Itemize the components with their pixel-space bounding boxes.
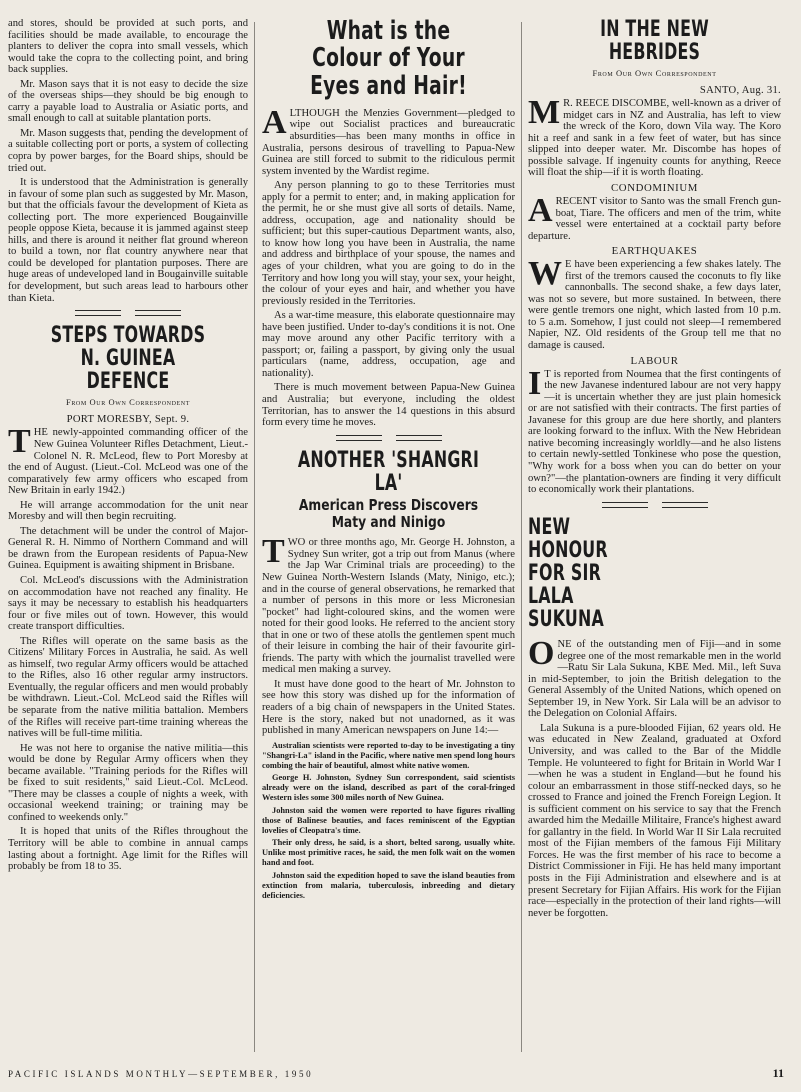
article-paragraph: Mr. Mason suggests that, pending the development of a suitable collecting port or ports, a system of collecting copra by power barges, for the Board ships, should be tried out. bbox=[8, 127, 248, 174]
article-paragraph: ARECENT visitor to Santo was the small French gun-boat, Tiare. The officers and men of the trim, white vessel were entertained at a cocktail party before departure. bbox=[528, 192, 781, 242]
quote-paragraph: Johnston said the women were reported to have figures rivalling those of Balinese beauties, and faces reminiscent of the Egyptian lovelies of Cleopatra's time. bbox=[262, 805, 515, 835]
subheadline: American Press Discovers Maty and Ninigo bbox=[298, 495, 479, 532]
page-number: 11 bbox=[772, 1066, 784, 1080]
article-paragraph: The Rifles will operate on the same basis as the Citizens' Military Forces in Australia, he said. As well as himself, two regular Army officers would be attached to the Rifles, also 16 other regular army instructors. Eventually, the regular officers and men would probably be withdrawn. Lieut.-Col. McLeod said the Rifles will be separate from the native militia battalion. Members of the Rifles will receive part-time training whereas the natives will be full-time militia. bbox=[8, 635, 248, 740]
drop-cap: A bbox=[528, 192, 553, 230]
drop-cap: A bbox=[262, 103, 287, 141]
article-paragraph: He was not here to organise the native militia—this would be done by Regular Army officers when they became available. "Training periods for the Rifles will be fixed to suit residents," said Lieut.-Col. McLeod. "There may be classes a couple of nights a week, with occasional weekend training; or training may be confined to weekends only." bbox=[8, 742, 248, 823]
dateline: PORT MORESBY, Sept. 9. bbox=[66, 414, 190, 426]
article-paragraph: It is understood that the Administration is generally in favour of some plan such as suggested by Mr. Mason, but that the officials favour the development of Kieta as collecting port. The more experienced Bougainville people oppose Kieta, because it is jammed against steep hills, and there is around it neither flat ground whereon to build a town, nor flat country anywhere near that could be developed for plantation purposes. There are huge areas of undeveloped land in Bougainville suitable for development, but such areas lead to harbours other than Kieta. bbox=[8, 177, 248, 304]
quote-paragraph: Johnston said the expedition hoped to save the island beauties from extinction from malaria, tuberculosis, inbreeding and dietary deficiencies. bbox=[262, 870, 515, 900]
page-footer bbox=[8, 1066, 784, 1081]
dateline: SANTO, Aug. 31. bbox=[699, 85, 781, 97]
footer-masthead: PACIFIC ISLANDS MONTHLY—SEPTEMBER, 1950 bbox=[8, 1069, 314, 1079]
article-paragraph: Mr. Mason says that it is not easy to decide the size of the overseas ships—they should be big enough to carry a payable load to Australia or Asiatic ports, and small enough to call at suitable plantation ports. bbox=[8, 78, 248, 125]
article-paragraph: I T is reported from Noumea that the first contingents of the new Javanese indentured labour are not very happy—it is uncertain whether they are just plain homesick or are not satisfied with their contracts. The first parties of Javanese for this group are due here shortly, and planters are looking forward to the influx. With the New Hebridean native becoming increasingly worldly—and he also listens to certain newly-settled Tonkinese who pose the question, "Why work for a boss when you can do better on your own?"—the plantation-owners are finding it very difficult to economically work their plantations. bbox=[528, 364, 781, 496]
headline-colour: What is the Colour of Your Eyes and Hair! bbox=[310, 16, 467, 101]
article-paragraph: Any person planning to go to these Territories must apply for a permit to enter; and, in making application for the permit, he or she must give all sorts of details. Name, address, occupation, age and nationality should be sufficient; but this super-cautious Department wants, also, to know how long you have been in Australia, the name and address and birthplace of your spouse, the names and ages of your children, what you are going to do in the Territory and how long you will stay, your sex, your height, the colour of your eyes and hair, and whether you have previously resided in the Territories. bbox=[262, 180, 515, 307]
headline-shangri-la: ANOTHER 'SHANGRI LA' bbox=[297, 447, 480, 496]
column-middle bbox=[262, 18, 515, 903]
drop-cap: O bbox=[528, 635, 555, 673]
drop-cap: W bbox=[528, 255, 562, 293]
section-divider bbox=[262, 435, 515, 441]
headline-defence: STEPS TOWARDS N. GUINEA DEFENCE bbox=[50, 323, 206, 395]
column-rule-1 bbox=[254, 22, 255, 1052]
section-divider bbox=[8, 310, 248, 316]
headline-new-hebrides: IN THE NEW HEBRIDES bbox=[600, 17, 709, 66]
section-divider bbox=[528, 502, 781, 508]
byline: From Our Own Correspondent bbox=[592, 68, 717, 79]
subhead-labour: LABOUR bbox=[630, 354, 679, 367]
quote-paragraph: Australian scientists were reported to-day to be investigating a tiny "Shangri-La" island in the Pacific, where native men spend long hours combing the hair of beautiful, almost white native women. bbox=[262, 740, 515, 770]
lead-paragraph: M R. REECE DISCOMBE, well-known as a driver of midget cars in NZ and Australia, has left to view the wreck of the Koro, down Vila way. The Koro hit a reef and sank in a few feet of water, but has since slipped into deeper water. Mr. Discombe has hopes of possible salvage. If ingenuity counts for anything, Reece will float the ship—if it is worth floating. bbox=[528, 94, 781, 179]
drop-cap: T bbox=[8, 423, 31, 461]
article-paragraph: and stores, should be provided at such ports, and facilities should be made available, to encourage the planters to deliver the copra into small vessels, which would take the copra to the collecting point, and bring back supplies. bbox=[8, 18, 248, 76]
lead-paragraph: THE newly-appointed commanding officer of the New Guinea Volunteer Rifles Detachment, Lieut.-Colonel N. R. McLeod, flew to Port Moresby at the end of August. (Lieut.-Col. McLeod was one of the comparatively few army officers who escaped from New Britain in early 1942.) bbox=[8, 423, 248, 497]
article-paragraph: The detachment will be under the control of Major-General R. H. Nimmo of Northern Command and will be drawn from the European residents of Papua-New Guinea. Equipment is awaiting shipment in Brisbane. bbox=[8, 525, 248, 572]
headline-sukuna: NEW HONOUR FOR SIR LALA SUKUNA bbox=[528, 514, 608, 632]
article-paragraph: There is much movement between Papua-New Guinea and Australia; but everyone, including the oldest Territorian, has to answer the 14 questions in this absurd form every time he moves. bbox=[262, 382, 515, 429]
article-paragraph: It is hoped that units of the Rifles throughout the Territory will be able to combine in annual camps lasting about a fortnight. Age limit for the Rifles will probably be from 18 to 35. bbox=[8, 826, 248, 873]
byline: From Our Own Correspondent bbox=[66, 397, 190, 408]
column-rule-2 bbox=[521, 22, 522, 1052]
article-paragraph: W E have been experiencing a few shakes lately. The first of the tremors caused the coconuts to fly like cannonballs. The second shake, a few days later, was not so severe, but more sustained. In between, there were gentle tremors one night, which lasted from 10 p.m. to 5 a.m. Somehow, I just could not sleep—I remembered Napier, NZ. Old residents of the Group tell me that no damage is caused. bbox=[528, 255, 781, 352]
lead-paragraph: ONE of the outstanding men of Fiji—and in some degree one of the most remarkable men in the world—Ratu Sir Lala Sukuna, KBE Med. Mil., left Suva in mid-September, to join the British delegation to the General Assembly of the United Nations, which opened on September 19, in New York. Sir Lala will be an advisor to the Delegation on Colonial Affairs. bbox=[528, 635, 781, 720]
article-paragraph: It must have done good to the heart of Mr. Johnston to see how this story was dished up for the information of readers of a big chain of newspapers in the United States. Here is the story, naked but not unadorned, as it was published in many American newspapers on June 14:— bbox=[262, 678, 515, 737]
article-paragraph: Lala Sukuna is a pure-blooded Fijian, 62 years old. He was educated in New Zealand, graduated at Oxford University, and was called to the Bar of the Middle Temple. He volunteered to fight for Britain in World War I—when he was a student in England—but he found his colour an embarrassment in those stiff-necked days, so he crossed to France and joined the French Foreign Legion. It is sufficient comment on his service to say that the French awarded him the Medaille Militaire, France's highest award for gallantry in the field. In World War II Sir Lala recruited most of the Fijian members of the famous Fiji Military Forces. He was the first member of his race to become a District Commissioner in Fiji. He has held many important posts in the Fiji Administration and elsewhere and is at present Secretary for Fijian Affairs. His work for the Fijian race—especially in the protection of their land rights—will never be forgotten. bbox=[528, 722, 781, 919]
article-paragraph: He will arrange accommodation for the unit near Moresby and will then begin recruiting. bbox=[8, 499, 248, 523]
lead-paragraph: ALTHOUGH the Menzies Government—pledged to wipe out Socialist practices and bureaucratic absurdities—has been many months in office in Australia, persons desirous of travelling to Papua-New Guinea are still forced to submit to the ridiculous permit system invented by the Wardist regime. bbox=[262, 103, 515, 177]
article-paragraph: Col. McLeod's discussions with the Administration on accommodation have not reached any finality. He says it may be necessary to establish his headquarters four or five miles out of town. However, this would create transport difficulties. bbox=[8, 574, 248, 633]
quoted-dispatch bbox=[262, 741, 515, 901]
subhead-condominium: CONDOMINIUM bbox=[611, 182, 698, 195]
lead-paragraph: TWO or three months ago, Mr. George H. Johnston, a Sydney Sun writer, got a trip out from Manus (where the Jap War Criminal trials are proceeding) to the New Guinea North-Western Islands (Maty, Ninigo, etc.); and in the course of general observations, he remarked that a number of persons in this more or less Micronesian "pocket" had light-coloured skins, and the women were noted for their good looks. He referred to the ancient story that in one or two of these atolls the gentlemen spent much of their leisure in combing the hair of their favourite girl-friends. The party with which the journalist travelled were medical men making a survey. bbox=[262, 533, 515, 676]
quote-paragraph: Their only dress, he said, is a short, belted sarong, usually white. Unlike most primitive races, he said, the men folk wait on the women hand and foot. bbox=[262, 838, 515, 868]
article-paragraph: As a war-time measure, this elaborate questionnaire may have been justified. Under to-day's conditions it is not. One may move around any other Pacific territory with a passport; or, failing a passport, by giving only the usual particulars (name, address, occupation, age and nationality). bbox=[262, 310, 515, 379]
column-right bbox=[528, 18, 781, 922]
column-left bbox=[8, 18, 248, 876]
drop-cap: I bbox=[528, 364, 542, 402]
drop-cap: M bbox=[528, 94, 561, 132]
drop-cap: T bbox=[262, 533, 285, 571]
subhead-earthquakes: EARTHQUAKES bbox=[611, 245, 698, 258]
quote-paragraph: George H. Johnston, Sydney Sun correspondent, said scientists already were on the island, described as part of the coral-fringed Western isles some 300 miles north of New Guinea. bbox=[262, 773, 515, 803]
